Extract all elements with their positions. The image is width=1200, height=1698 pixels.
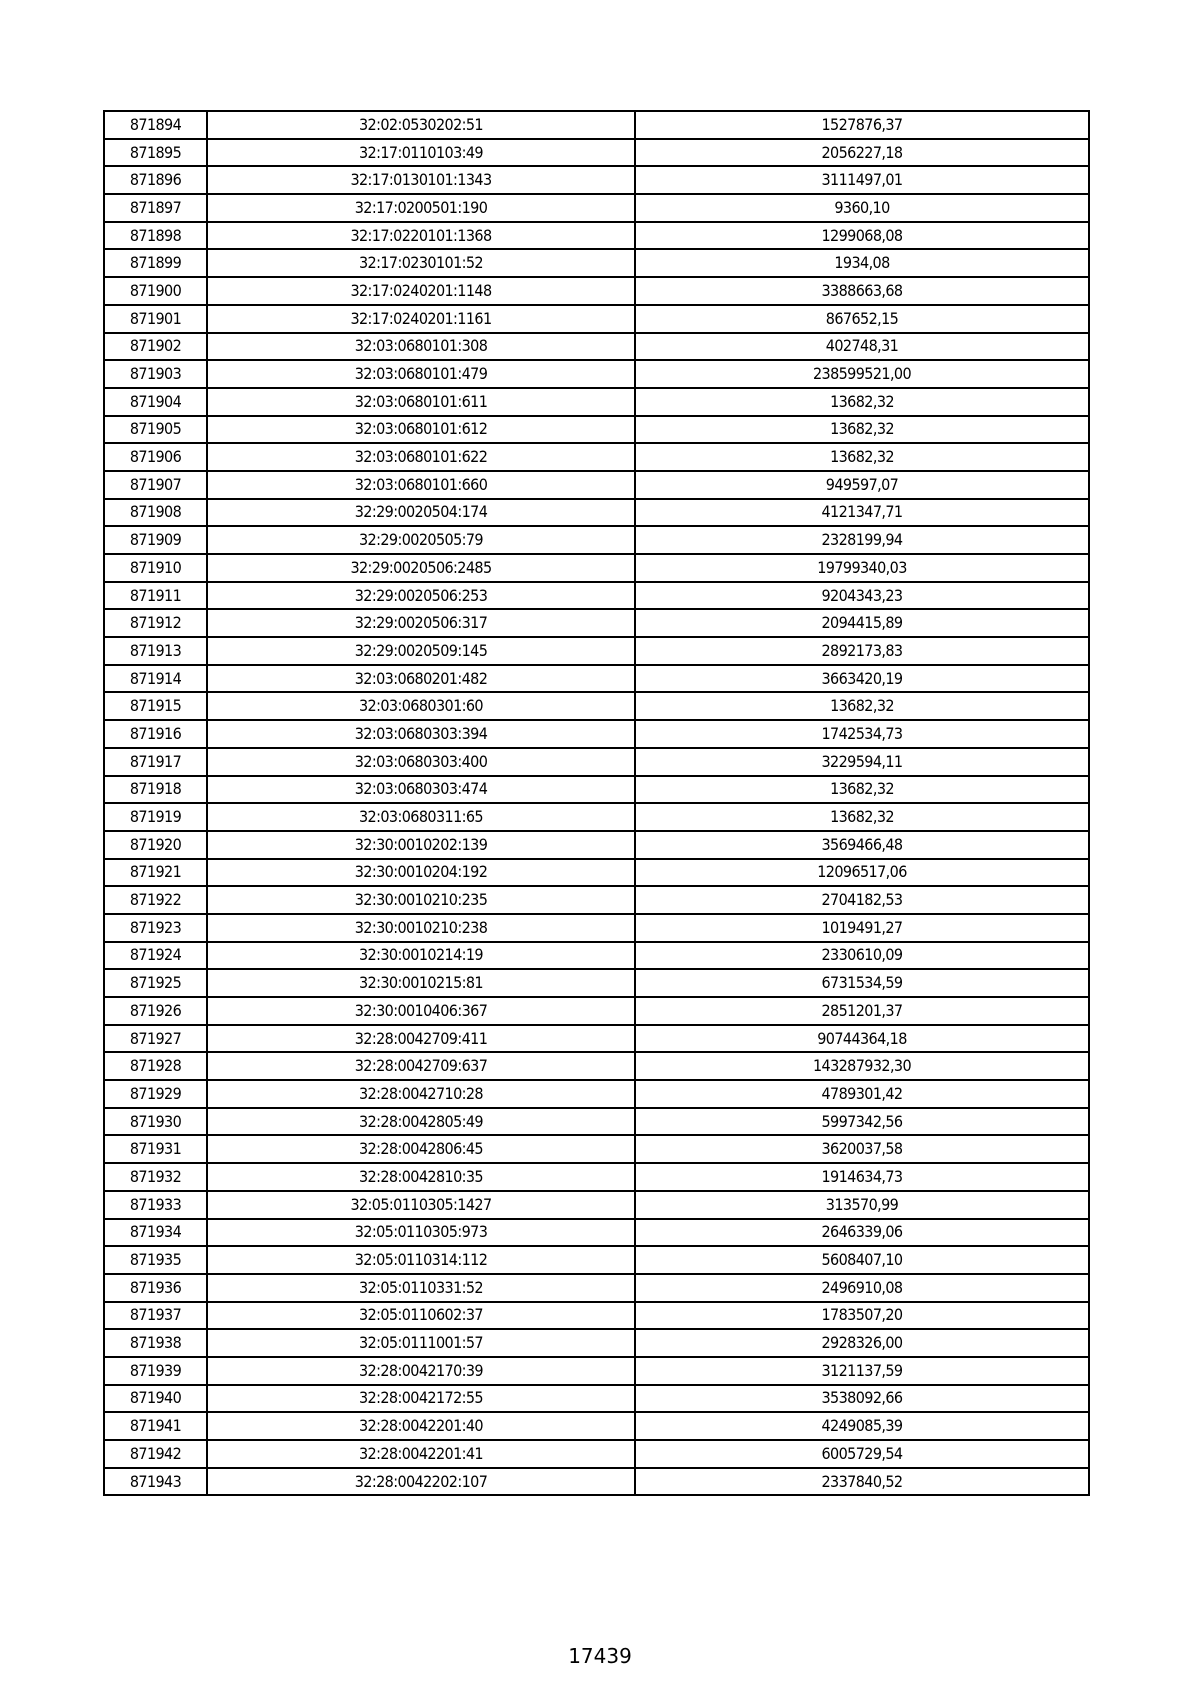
row-number-cell: 871929 [104, 1080, 207, 1108]
value-cell: 9360,10 [635, 194, 1089, 222]
row-number-cell: 871897 [104, 194, 207, 222]
cadastral-number-cell: 32:05:0110602:37 [207, 1302, 635, 1330]
row-number-cell: 871924 [104, 942, 207, 970]
table-row [104, 333, 1089, 361]
page-number: 17439 [568, 1644, 632, 1668]
value-cell: 9204343,23 [635, 582, 1089, 610]
row-number-cell: 871934 [104, 1219, 207, 1247]
table-row [104, 554, 1089, 582]
cadastral-number-cell: 32:05:0111001:57 [207, 1329, 635, 1357]
table-row [104, 222, 1089, 250]
cadastral-number-cell: 32:03:0680101:660 [207, 471, 635, 499]
cadastral-number-cell: 32:28:0042805:49 [207, 1108, 635, 1136]
cadastral-number-cell: 32:30:0010210:238 [207, 914, 635, 942]
row-number-cell: 871904 [104, 388, 207, 416]
table-row [104, 1468, 1089, 1496]
table-row [104, 1219, 1089, 1247]
row-number-cell: 871927 [104, 1025, 207, 1053]
table-row [104, 942, 1089, 970]
cadastral-number-cell: 32:29:0020506:317 [207, 609, 635, 637]
cadastral-number-cell: 32:28:0042201:40 [207, 1412, 635, 1440]
cadastral-number-cell: 32:28:0042709:637 [207, 1052, 635, 1080]
value-cell: 1019491,27 [635, 914, 1089, 942]
value-cell: 6731534,59 [635, 969, 1089, 997]
table-row [104, 1385, 1089, 1413]
row-number-cell: 871896 [104, 166, 207, 194]
value-cell: 4789301,42 [635, 1080, 1089, 1108]
value-cell: 1742534,73 [635, 720, 1089, 748]
row-number-cell: 871919 [104, 803, 207, 831]
value-cell: 1934,08 [635, 249, 1089, 277]
table-row [104, 1357, 1089, 1385]
row-number-cell: 871899 [104, 249, 207, 277]
row-number-cell: 871931 [104, 1135, 207, 1163]
value-cell: 1299068,08 [635, 222, 1089, 250]
table-row [104, 582, 1089, 610]
cadastral-number-cell: 32:17:0230101:52 [207, 249, 635, 277]
row-number-cell: 871901 [104, 305, 207, 333]
cadastral-number-cell: 32:28:0042202:107 [207, 1468, 635, 1496]
cadastral-number-cell: 32:03:0680101:308 [207, 333, 635, 361]
table-row [104, 443, 1089, 471]
value-cell: 1914634,73 [635, 1163, 1089, 1191]
row-number-cell: 871918 [104, 776, 207, 804]
table-row [104, 969, 1089, 997]
cadastral-number-cell: 32:17:0130101:1343 [207, 166, 635, 194]
cadastral-number-cell: 32:05:0110305:1427 [207, 1191, 635, 1219]
row-number-cell: 871942 [104, 1440, 207, 1468]
row-number-cell: 871902 [104, 333, 207, 361]
table-row [104, 388, 1089, 416]
table-body [104, 111, 1089, 1495]
value-cell: 3121137,59 [635, 1357, 1089, 1385]
value-cell: 2851201,37 [635, 997, 1089, 1025]
row-number-cell: 871907 [104, 471, 207, 499]
row-number-cell: 871925 [104, 969, 207, 997]
row-number-cell: 871913 [104, 637, 207, 665]
value-cell: 3111497,01 [635, 166, 1089, 194]
row-number-cell: 871906 [104, 443, 207, 471]
row-number-cell: 871914 [104, 665, 207, 693]
value-cell: 2928326,00 [635, 1329, 1089, 1357]
table-row [104, 1135, 1089, 1163]
row-number-cell: 871943 [104, 1468, 207, 1496]
table-row [104, 692, 1089, 720]
value-cell: 313570,99 [635, 1191, 1089, 1219]
value-cell: 1783507,20 [635, 1302, 1089, 1330]
table-row [104, 665, 1089, 693]
cadastral-number-cell: 32:17:0200501:190 [207, 194, 635, 222]
value-cell: 4121347,71 [635, 499, 1089, 527]
value-cell: 949597,07 [635, 471, 1089, 499]
cadastral-number-cell: 32:03:0680101:622 [207, 443, 635, 471]
row-number-cell: 871905 [104, 416, 207, 444]
value-cell: 3569466,48 [635, 831, 1089, 859]
value-cell: 2892173,83 [635, 637, 1089, 665]
row-number-cell: 871936 [104, 1274, 207, 1302]
cadastral-number-cell: 32:30:0010202:139 [207, 831, 635, 859]
value-cell: 13682,32 [635, 443, 1089, 471]
row-number-cell: 871912 [104, 609, 207, 637]
table-row [104, 1329, 1089, 1357]
row-number-cell: 871933 [104, 1191, 207, 1219]
row-number-cell: 871911 [104, 582, 207, 610]
cadastral-number-cell: 32:03:0680303:394 [207, 720, 635, 748]
value-cell: 19799340,03 [635, 554, 1089, 582]
table-row [104, 776, 1089, 804]
table-row [104, 997, 1089, 1025]
cadastral-number-cell: 32:30:0010204:192 [207, 859, 635, 887]
table-row [104, 360, 1089, 388]
value-cell: 2646339,06 [635, 1219, 1089, 1247]
row-number-cell: 871932 [104, 1163, 207, 1191]
cadastral-number-cell: 32:29:0020506:2485 [207, 554, 635, 582]
cadastral-number-cell: 32:30:0010215:81 [207, 969, 635, 997]
value-cell: 3229594,11 [635, 748, 1089, 776]
table-row [104, 194, 1089, 222]
value-cell: 402748,31 [635, 333, 1089, 361]
table-row [104, 1080, 1089, 1108]
value-cell: 13682,32 [635, 803, 1089, 831]
table-row [104, 609, 1089, 637]
row-number-cell: 871928 [104, 1052, 207, 1080]
table-row [104, 831, 1089, 859]
value-cell: 13682,32 [635, 692, 1089, 720]
cadastral-number-cell: 32:03:0680303:474 [207, 776, 635, 804]
table-row [104, 803, 1089, 831]
row-number-cell: 871903 [104, 360, 207, 388]
cadastral-number-cell: 32:02:0530202:51 [207, 111, 635, 139]
cadastral-number-cell: 32:05:0110331:52 [207, 1274, 635, 1302]
cadastral-number-cell: 32:03:0680101:479 [207, 360, 635, 388]
cadastral-number-cell: 32:30:0010214:19 [207, 942, 635, 970]
cadastral-number-cell: 32:28:0042806:45 [207, 1135, 635, 1163]
table-row [104, 1274, 1089, 1302]
table-row [104, 111, 1089, 139]
cadastral-number-cell: 32:29:0020505:79 [207, 526, 635, 554]
cadastral-number-cell: 32:30:0010406:367 [207, 997, 635, 1025]
value-cell: 2056227,18 [635, 139, 1089, 167]
table-row [104, 637, 1089, 665]
value-cell: 5608407,10 [635, 1246, 1089, 1274]
row-number-cell: 871940 [104, 1385, 207, 1413]
value-cell: 13682,32 [635, 776, 1089, 804]
value-cell: 6005729,54 [635, 1440, 1089, 1468]
row-number-cell: 871921 [104, 859, 207, 887]
value-cell: 4249085,39 [635, 1412, 1089, 1440]
value-cell: 867652,15 [635, 305, 1089, 333]
table-row [104, 499, 1089, 527]
cadastral-number-cell: 32:28:0042201:41 [207, 1440, 635, 1468]
cadastral-number-cell: 32:28:0042709:411 [207, 1025, 635, 1053]
value-cell: 143287932,30 [635, 1052, 1089, 1080]
row-number-cell: 871923 [104, 914, 207, 942]
cadastral-number-cell: 32:03:0680101:611 [207, 388, 635, 416]
table-row [104, 720, 1089, 748]
table-row [104, 914, 1089, 942]
cadastral-number-cell: 32:28:0042170:39 [207, 1357, 635, 1385]
row-number-cell: 871909 [104, 526, 207, 554]
table-row [104, 1191, 1089, 1219]
table-row [104, 1412, 1089, 1440]
row-number-cell: 871915 [104, 692, 207, 720]
row-number-cell: 871908 [104, 499, 207, 527]
table-row [104, 1163, 1089, 1191]
row-number-cell: 871926 [104, 997, 207, 1025]
cadastral-number-cell: 32:03:0680303:400 [207, 748, 635, 776]
value-cell: 90744364,18 [635, 1025, 1089, 1053]
row-number-cell: 871922 [104, 886, 207, 914]
table-row [104, 471, 1089, 499]
row-number-cell: 871937 [104, 1302, 207, 1330]
table-row [104, 1052, 1089, 1080]
value-cell: 3388663,68 [635, 277, 1089, 305]
value-cell: 2704182,53 [635, 886, 1089, 914]
value-cell: 13682,32 [635, 388, 1089, 416]
cadastral-number-cell: 32:03:0680201:482 [207, 665, 635, 693]
table-row [104, 1246, 1089, 1274]
row-number-cell: 871916 [104, 720, 207, 748]
value-cell: 2337840,52 [635, 1468, 1089, 1496]
table-row [104, 1440, 1089, 1468]
row-number-cell: 871930 [104, 1108, 207, 1136]
table-row [104, 166, 1089, 194]
value-cell: 3620037,58 [635, 1135, 1089, 1163]
row-number-cell: 871898 [104, 222, 207, 250]
table-row [104, 416, 1089, 444]
cadastral-number-cell: 32:03:0680301:60 [207, 692, 635, 720]
table-row [104, 139, 1089, 167]
table-row [104, 886, 1089, 914]
cadastral-number-cell: 32:17:0240201:1161 [207, 305, 635, 333]
value-cell: 3663420,19 [635, 665, 1089, 693]
value-cell: 2328199,94 [635, 526, 1089, 554]
value-cell: 1527876,37 [635, 111, 1089, 139]
table-row [104, 748, 1089, 776]
value-cell: 2330610,09 [635, 942, 1089, 970]
value-cell: 238599521,00 [635, 360, 1089, 388]
data-table [103, 110, 1090, 1496]
row-number-cell: 871917 [104, 748, 207, 776]
table-row [104, 1302, 1089, 1330]
cadastral-number-cell: 32:03:0680101:612 [207, 416, 635, 444]
value-cell: 3538092,66 [635, 1385, 1089, 1413]
row-number-cell: 871895 [104, 139, 207, 167]
row-number-cell: 871900 [104, 277, 207, 305]
row-number-cell: 871894 [104, 111, 207, 139]
table-row [104, 249, 1089, 277]
value-cell: 2496910,08 [635, 1274, 1089, 1302]
cadastral-number-cell: 32:05:0110305:973 [207, 1219, 635, 1247]
row-number-cell: 871935 [104, 1246, 207, 1274]
table-row [104, 1025, 1089, 1053]
cadastral-number-cell: 32:17:0240201:1148 [207, 277, 635, 305]
value-cell: 2094415,89 [635, 609, 1089, 637]
table-row [104, 1108, 1089, 1136]
cadastral-number-cell: 32:29:0020509:145 [207, 637, 635, 665]
table-row [104, 305, 1089, 333]
row-number-cell: 871920 [104, 831, 207, 859]
cadastral-number-cell: 32:29:0020506:253 [207, 582, 635, 610]
row-number-cell: 871939 [104, 1357, 207, 1385]
cadastral-number-cell: 32:03:0680311:65 [207, 803, 635, 831]
value-cell: 5997342,56 [635, 1108, 1089, 1136]
row-number-cell: 871910 [104, 554, 207, 582]
table-row [104, 277, 1089, 305]
value-cell: 13682,32 [635, 416, 1089, 444]
cadastral-number-cell: 32:28:0042172:55 [207, 1385, 635, 1413]
row-number-cell: 871938 [104, 1329, 207, 1357]
cadastral-number-cell: 32:17:0110103:49 [207, 139, 635, 167]
table-row [104, 859, 1089, 887]
value-cell: 12096517,06 [635, 859, 1089, 887]
table-row [104, 526, 1089, 554]
cadastral-number-cell: 32:17:0220101:1368 [207, 222, 635, 250]
cadastral-number-cell: 32:29:0020504:174 [207, 499, 635, 527]
cadastral-number-cell: 32:28:0042810:35 [207, 1163, 635, 1191]
cadastral-number-cell: 32:30:0010210:235 [207, 886, 635, 914]
cadastral-number-cell: 32:05:0110314:112 [207, 1246, 635, 1274]
row-number-cell: 871941 [104, 1412, 207, 1440]
cadastral-number-cell: 32:28:0042710:28 [207, 1080, 635, 1108]
